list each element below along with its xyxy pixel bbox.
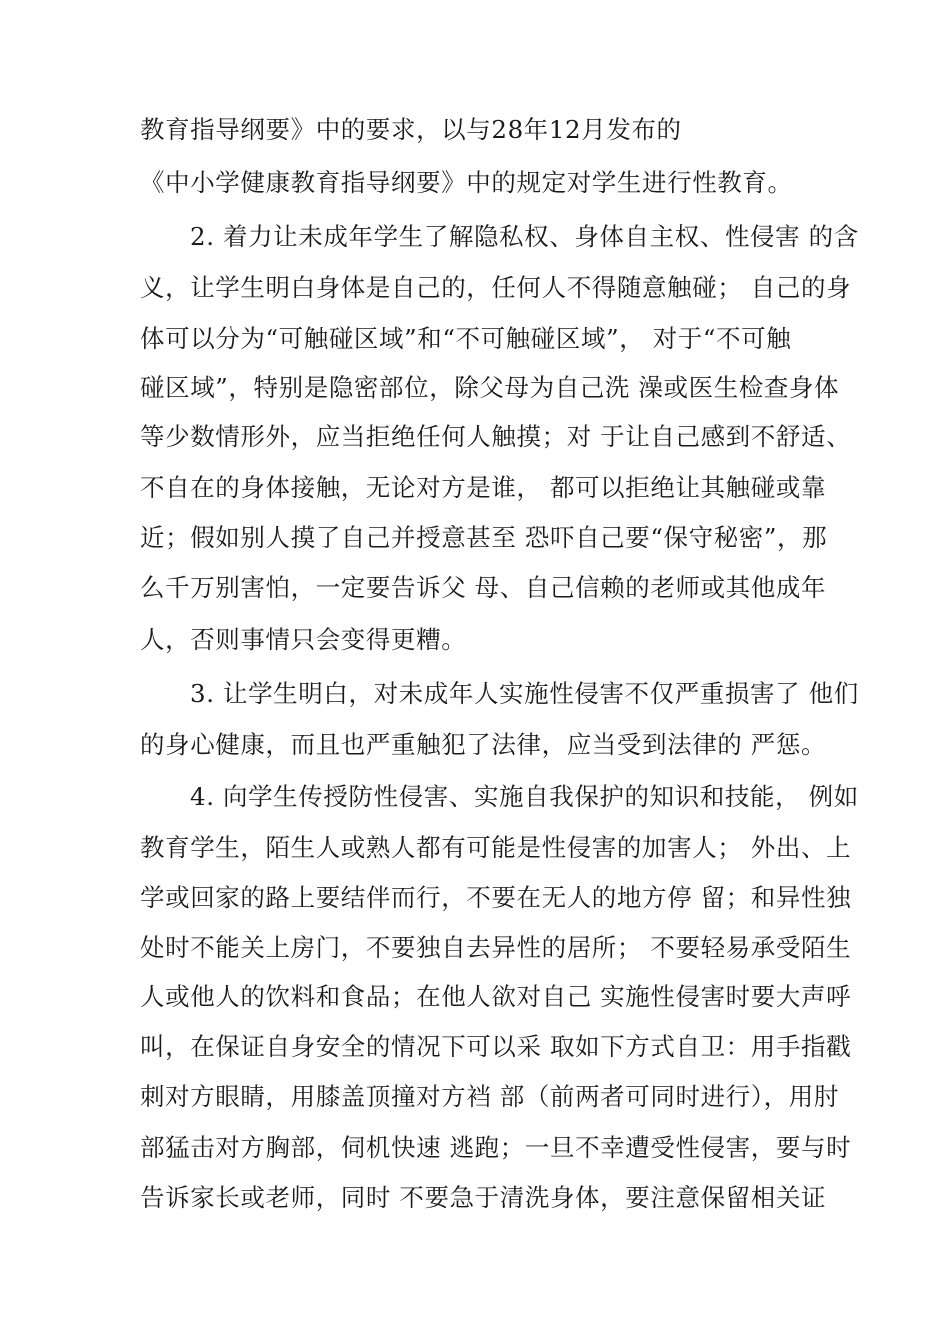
text-line: 部猛击对方胸部，伺机快速 逃跑；一旦不幸遭受性侵害，要与时	[140, 1133, 852, 1162]
text-line: 不自在的身体接触，无论对方是谁， 都可以拒绝让其触碰或靠	[140, 473, 827, 502]
text-line: 处时不能关上房门，不要独自去异性的居所； 不要轻易承受陌生	[140, 933, 852, 962]
text-line: 告诉家长或老师，同时 不要急于清洗身体，要注意保留相关证	[140, 1183, 827, 1212]
text-line: 学或回家的路上要结伴而行，不要在无人的地方停 留；和异性独	[140, 883, 852, 912]
text-line: 人或他人的饮料和食品；在他人欲对自己 实施性侵害时要大声呼	[140, 982, 852, 1011]
text-line: 义，让学生明白身体是自己的，任何人不得随意触碰； 自己的身	[140, 273, 852, 302]
text-line: 的身心健康，而且也严重触犯了法律，应当受到法律的 严惩。	[140, 730, 827, 759]
text-line: 近；假如别人摸了自己并授意甚至 恐吓自己要“保守秘密”，那	[140, 523, 828, 552]
paragraph-2-start: 2. 着力让未成年学生了解隐私权、身体自主权、性侵害 的含	[190, 222, 859, 251]
text-line: 教育学生，陌生人或熟人都有可能是性侵害的加害人； 外出、上	[140, 833, 852, 862]
text-line: 碰区域”，特别是隐密部位，除父母为自己洗 澡或医生检查身体	[140, 373, 840, 402]
text-line: 体可以分为“可触碰区域”和“不可触碰区域”， 对于“不可触	[140, 324, 792, 353]
paragraph-4-start: 4. 向学生传授防性侵害、实施自我保护的知识和技能， 例如	[190, 782, 859, 811]
paragraph-3-start: 3. 让学生明白，对未成年人实施性侵害不仅严重损害了 他们	[190, 679, 859, 708]
text-line: 叫，在保证自身安全的情况下可以采 取如下方式自卫：用手指戳	[140, 1032, 852, 1061]
text-line: 教育指导纲要》中的要求，以与28年12月发布的	[140, 115, 682, 144]
text-line: 《中小学健康教育指导纲要》中的规定对学生进行性教育。	[140, 168, 793, 197]
text-line: 等少数情形外，应当拒绝任何人触摸；对 于让自己感到不舒适、	[140, 422, 852, 451]
text-line: 么千万别害怕，一定要告诉父 母、自己信赖的老师或其他成年	[140, 573, 827, 602]
text-line: 人，否则事情只会变得更糟。	[140, 625, 467, 654]
text-line: 刺对方眼睛，用膝盖顶撞对方裆 部（前两者可同时进行），用肘	[140, 1082, 839, 1111]
